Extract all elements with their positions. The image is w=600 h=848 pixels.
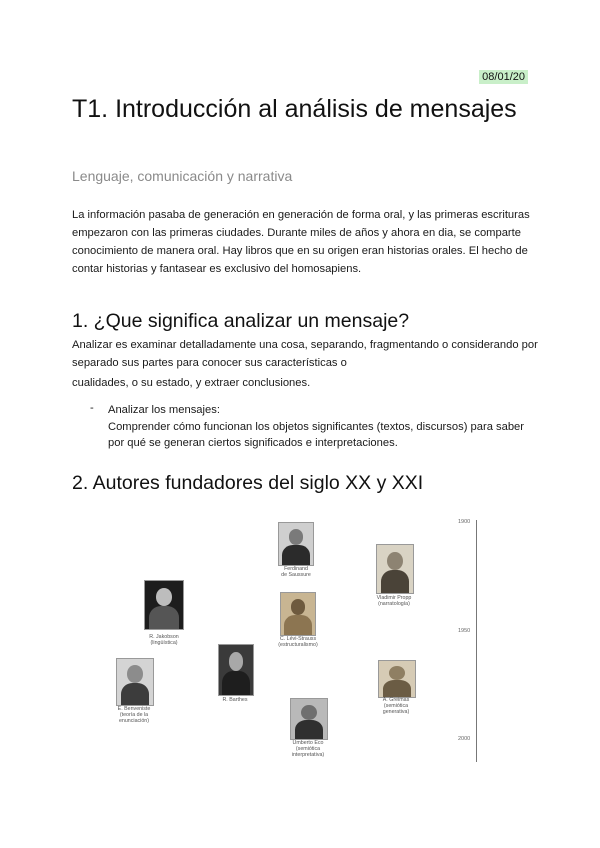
authors-timeline-figure: [100, 512, 490, 767]
author-caption: E. Benveniste (teoría de la enunciación): [117, 706, 151, 724]
bullet-dash: -: [90, 402, 94, 414]
bullet-item: [108, 402, 528, 452]
author-photo-greimas: [378, 660, 416, 698]
year-label: 2000: [458, 736, 471, 742]
author-caption: Vladimir Propp (narratología): [376, 595, 412, 607]
author-photo-saussure: [278, 522, 314, 566]
date-badge: 08/01/20: [479, 70, 528, 84]
section1-heading: 1. ¿Que significa analizar un mensaje?: [72, 310, 410, 332]
year-label: 1900: [458, 519, 471, 525]
author-caption: C. Lévi-Strauss (estructuralismo): [278, 636, 318, 648]
author-photo-levi-strauss: [280, 592, 316, 636]
author-caption: R. Barthes: [222, 697, 248, 703]
year-label: 1950: [458, 628, 471, 634]
timeline-axis: [476, 520, 477, 762]
author-photo-eco: [290, 698, 328, 740]
page-subtitle: Lenguaje, comunicación y narrativa: [72, 168, 293, 184]
author-caption: R. Jakobson (lingüística): [149, 634, 179, 646]
bullet-title: Analizar los mensajes:: [108, 404, 220, 416]
intro-paragraph: La información pasaba de generación en generación de forma oral, y las primeras escrituras empezaron con las primeras ciudades. Durante miles de años y ahora en dia, se comparte conocimiento de manera oral. Hay libros que en su origen eran historias orales. El hecho de contar historias y fantasear es exclusivo del homosapiens.: [72, 209, 530, 275]
author-photo-propp: [376, 544, 414, 594]
section1-text-continued: cualidades, o su estado, y extraer conclusiones.: [72, 377, 311, 389]
page-title: T1. Introducción al análisis de mensajes: [72, 95, 517, 123]
author-photo-barthes: [218, 644, 254, 696]
section1-text: Analizar es examinar detalladamente una cosa, separando, fragmentando o considerando por separado sus partes para conocer sus características o: [72, 339, 538, 369]
author-caption: Ferdinand de Saussure: [281, 566, 311, 578]
author-caption: A. Greimas (semiótica generativa): [382, 697, 410, 715]
bullet-text: Comprender cómo funcionan los objetos significantes (textos, discursos) para saber por qué se generan ciertos significados e interpretaciones.: [108, 420, 525, 449]
section2-heading: 2. Autores fundadores del siglo XX y XXI: [72, 472, 424, 494]
author-caption: Umberto Eco (semiótica interpretativa): [291, 740, 325, 758]
author-photo-jakobson: [144, 580, 184, 630]
author-photo-benveniste: [116, 658, 154, 706]
